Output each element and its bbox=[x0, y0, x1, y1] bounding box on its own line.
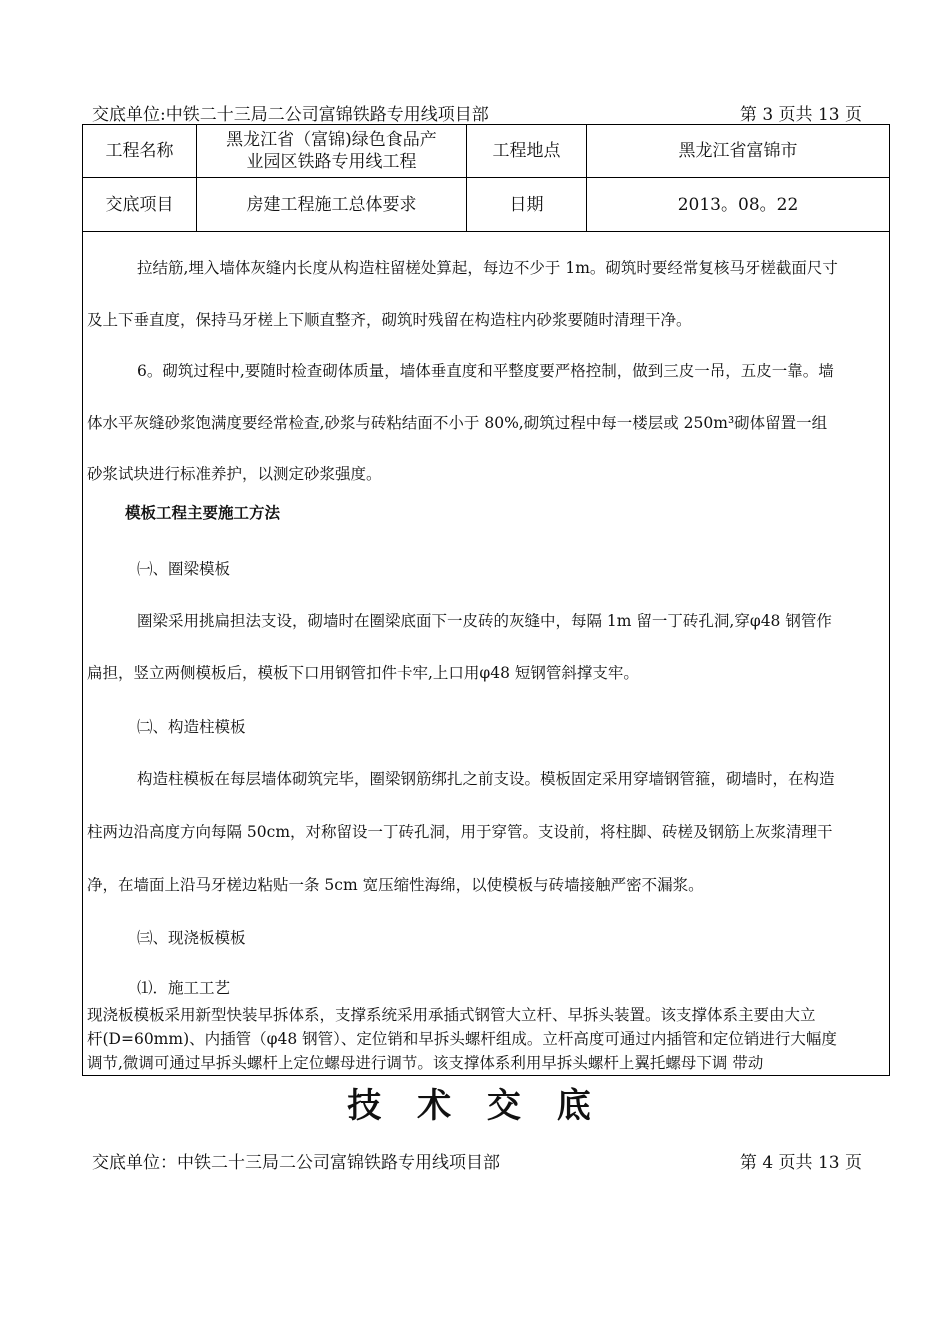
paragraph-block bbox=[87, 1003, 887, 1075]
location-value: 黑龙江省富锦市 bbox=[678, 141, 798, 161]
subsection-heading: ⑴．施工工艺 bbox=[137, 979, 231, 997]
paragraph-line: 圈梁采用挑扁担法支设，砌墙时在圈梁底面下一皮砖的灰缝中，每隔 1m 留一丁砖孔洞,穿φ48 钢管作 bbox=[137, 612, 832, 630]
paragraph-line: 及上下垂直度，保持马牙槎上下顺直整齐，砌筑时残留在构造柱内砂浆要随时清理干净。 bbox=[87, 311, 692, 329]
paragraph-line: 体水平灰缝砂浆饱满度要经常检查,砂浆与砖粘结面不小于 80%,砌筑过程中每一楼层或 250m³砌体留置一组 bbox=[87, 414, 828, 432]
item-label: 交底项目 bbox=[105, 194, 174, 215]
subsection-heading: ㈡、构造柱模板 bbox=[137, 718, 246, 736]
date-label: 日期 bbox=[509, 194, 544, 215]
header-page-number: 第 3 页共 13 页 bbox=[739, 105, 862, 125]
project-name-line1: 黑龙江省（富锦)绿色食品产 bbox=[226, 130, 437, 150]
project-name-line2: 业园区铁路专用线工程 bbox=[246, 152, 417, 172]
paragraph-line: 调节,微调可通过早拆头螺杆上定位螺母进行调节。该支撑体系利用早拆头螺杆上翼托螺母下调 带动 bbox=[87, 1054, 764, 1072]
project-name-value bbox=[197, 125, 466, 177]
item-value: 房建工程施工总体要求 bbox=[246, 194, 417, 215]
paragraph-line: 杆(D=60mm)、内插管（φ48 钢管）、定位销和早拆头螺杆组成。立杆高度可通过内插管和定位销进行大幅度 bbox=[87, 1030, 837, 1048]
paragraph-line: 柱两边沿高度方向每隔 50cm，对称留设一丁砖孔洞，用于穿管。支设前，将柱脚、砖槎及钢筋上灰浆清理干 bbox=[87, 823, 833, 841]
section-heading: 模板工程主要施工方法 bbox=[125, 503, 281, 522]
briefing-table bbox=[82, 124, 890, 1076]
paragraph-line: 现浇板模板采用新型快装早拆体系，支撑系统采用承插式钢管大立杆、早拆头装置。该支撑体系主要由大立 bbox=[87, 1006, 816, 1024]
project-name-label: 工程名称 bbox=[105, 141, 174, 161]
paragraph-line: 构造柱模板在每层墙体砌筑完毕，圈梁钢筋绑扎之前支设。模板固定采用穿墙钢管箍，砌墙时，在构造 bbox=[137, 770, 835, 788]
paragraph-line: 扁担，竖立两侧模板后，模板下口用钢管扣件卡牢,上口用φ48 短钢管斜撑支牢。 bbox=[87, 664, 639, 682]
header-page-number: 第 4 页共 13 页 bbox=[739, 1153, 862, 1173]
paragraph-line: 净，在墙面上沿马牙槎边粘贴一条 5cm 宽压缩性海绵，以使模板与砖墙接触严密不漏浆。 bbox=[87, 876, 704, 894]
date-value: 2013。08。22 bbox=[677, 194, 799, 215]
row-divider bbox=[83, 231, 889, 232]
subsection-heading: ㈢、现浇板模板 bbox=[137, 929, 246, 947]
location-label: 工程地点 bbox=[492, 141, 561, 161]
header-unit: 交底单位:中铁二十三局二公司富锦铁路专用线项目部 bbox=[92, 105, 489, 125]
document-title: 技 术 交 底 bbox=[347, 1086, 603, 1126]
paragraph-line: 拉结筋,埋入墙体灰缝内长度从构造柱留槎处算起，每边不少于 1m。砌筑时要经常复核马牙槎截面尺寸 bbox=[137, 259, 838, 277]
subsection-heading: ㈠、圈梁模板 bbox=[137, 560, 231, 578]
paragraph-line: 6。砌筑过程中,要随时检查砌体质量，墙体垂直度和平整度要严格控制，做到三皮一吊，五皮一靠。墙 bbox=[137, 362, 834, 380]
paragraph-line: 砂浆试块进行标准养护，以测定砂浆强度。 bbox=[87, 465, 382, 483]
header-unit: 交底单位：中铁二十三局二公司富锦铁路专用线项目部 bbox=[92, 1153, 500, 1173]
